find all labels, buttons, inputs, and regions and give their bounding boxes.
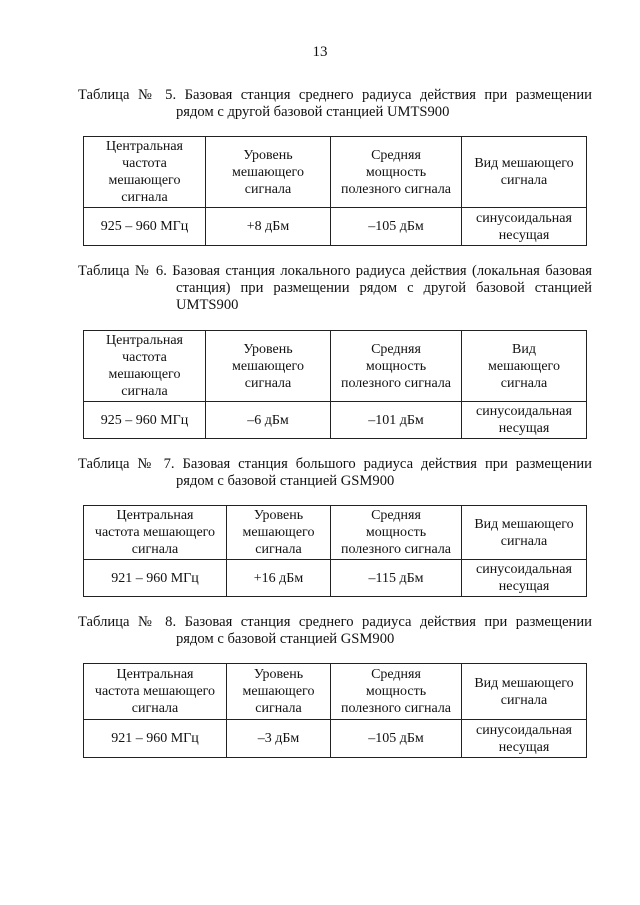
caption-line: Таблица № 6. Базовая станция локального радиуса действия (локальная базовая	[78, 263, 592, 279]
table-header-row	[84, 664, 587, 720]
data-table	[83, 663, 587, 758]
caption-line: станция) при размещении рядом с другой базовой станцией	[176, 280, 592, 296]
table-cell: –101 дБм	[331, 402, 462, 439]
table-caption	[78, 263, 592, 314]
table-cell: –3 дБм	[227, 720, 331, 758]
table-cell: –105 дБм	[331, 208, 462, 246]
header-cell: Уровень мешающего сигнала	[206, 331, 331, 402]
header-cell: Центральная частота мешающего сигнала	[84, 506, 227, 560]
header-cell: Уровень мешающего сигнала	[206, 137, 331, 208]
table-cell: –105 дБм	[331, 720, 462, 758]
table-cell: 925 – 960 МГц	[84, 402, 206, 439]
header-cell: Средняя мощность полезного сигнала	[331, 137, 462, 208]
table-caption	[78, 87, 592, 121]
caption-line: Таблица № 8. Базовая станция среднего радиуса действия при размещении	[78, 614, 592, 630]
table-cell: синусоидальная несущая	[462, 402, 587, 439]
table-header-row	[84, 506, 587, 560]
table-cell: 925 – 960 МГц	[84, 208, 206, 246]
caption-line: рядом с базовой станцией GSM900	[176, 631, 395, 647]
table-header-row	[84, 137, 587, 208]
table-caption	[78, 456, 592, 490]
header-cell: Уровень мешающего сигнала	[227, 506, 331, 560]
header-cell: Вид мешающего сигнала	[462, 137, 587, 208]
data-table	[83, 136, 587, 246]
caption-line: рядом с базовой станцией GSM900	[176, 473, 395, 489]
table-cell: +8 дБм	[206, 208, 331, 246]
table-row	[84, 560, 587, 597]
table-header-row	[84, 331, 587, 402]
table-row	[84, 208, 587, 246]
caption-line: Таблица № 7. Базовая станция большого радиуса действия при размещении	[78, 456, 592, 472]
caption-line: UMTS900	[176, 297, 239, 313]
header-cell: Вид мешающего сигнала	[462, 506, 587, 560]
data-table	[83, 330, 587, 439]
table-cell: 921 – 960 МГц	[84, 720, 227, 758]
header-cell: Центральная частота мешающего сигнала	[84, 664, 227, 720]
caption-line: Таблица № 5. Базовая станция среднего радиуса действия при размещении	[78, 87, 592, 103]
header-cell: Уровень мешающего сигнала	[227, 664, 331, 720]
header-cell: Средняя мощность полезного сигнала	[331, 331, 462, 402]
header-cell: Центральная частота мешающего сигнала	[84, 137, 206, 208]
header-cell: Средняя мощность полезного сигнала	[331, 664, 462, 720]
table-row	[84, 402, 587, 439]
header-cell: Вид мешающего сигнала	[462, 331, 587, 402]
table-cell: +16 дБм	[227, 560, 331, 597]
data-table	[83, 505, 587, 597]
table-cell: синусоидальная несущая	[462, 560, 587, 597]
table-cell: –6 дБм	[206, 402, 331, 439]
caption-line: рядом с другой базовой станцией UMTS900	[176, 104, 450, 120]
table-cell: –115 дБм	[331, 560, 462, 597]
table-caption	[78, 614, 592, 648]
header-cell: Центральная частота мешающего сигнала	[84, 331, 206, 402]
header-cell: Вид мешающего сигнала	[462, 664, 587, 720]
table-cell: 921 – 960 МГц	[84, 560, 227, 597]
table-cell: синусоидальная несущая	[462, 720, 587, 758]
header-cell: Средняя мощность полезного сигнала	[331, 506, 462, 560]
table-cell: синусоидальная несущая	[462, 208, 587, 246]
table-row	[84, 720, 587, 758]
page-number: 13	[312, 44, 328, 60]
